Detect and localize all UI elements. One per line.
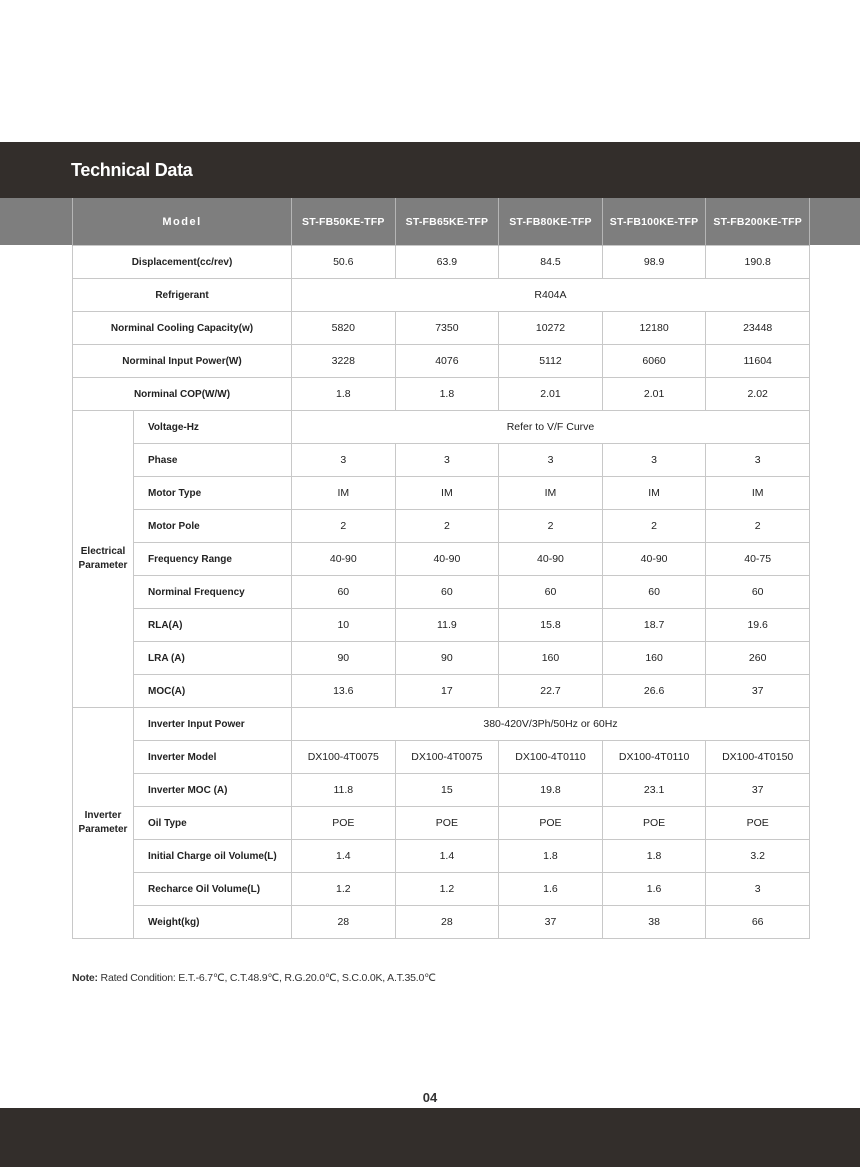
table-row [73,576,810,609]
value-cell: 3 [706,873,810,906]
value-cell: 2.02 [706,378,810,411]
value-cell: 15 [395,774,499,807]
parameter-label: Initial Charge oil Volume(L) [134,840,292,873]
parameter-label: Norminal Frequency [134,576,292,609]
group-label-line: Parameter [78,824,128,835]
value-cell: 3 [706,444,810,477]
table-row [73,873,810,906]
table-row [73,345,810,378]
parameter-label: Inverter Input Power [134,708,292,741]
table-row [73,246,810,279]
value-cell: 1.4 [395,840,499,873]
value-cell: 28 [395,906,499,939]
value-cell: 6060 [602,345,706,378]
parameter-label: RLA(A) [134,609,292,642]
row-label: Norminal Input Power(W) [73,345,292,378]
electrical-group-label [73,411,134,708]
table-row [73,840,810,873]
value-cell: 90 [395,642,499,675]
value-cell: 19.8 [499,774,603,807]
table-row [73,312,810,345]
value-cell: 3 [395,444,499,477]
model-header: Model [73,198,292,246]
value-cell: 28 [292,906,396,939]
value-cell: 13.6 [292,675,396,708]
value-cell: 26.6 [602,675,706,708]
value-cell: IM [706,477,810,510]
value-cell: POE [706,807,810,840]
value-cell: 2 [706,510,810,543]
table-row [73,906,810,939]
parameter-label: Inverter MOC (A) [134,774,292,807]
value-cell: 160 [602,642,706,675]
value-cell: IM [395,477,499,510]
value-cell: 90 [292,642,396,675]
group-label-line: Parameter [78,560,128,571]
value-cell: 84.5 [499,246,603,279]
value-cell: 23448 [706,312,810,345]
value-cell: 190.8 [706,246,810,279]
value-cell: 12180 [602,312,706,345]
value-cell: 1.2 [395,873,499,906]
value-cell: 2.01 [602,378,706,411]
value-cell: DX100-4T0075 [292,741,396,774]
parameter-label: Recharce Oil Volume(L) [134,873,292,906]
value-cell: 50.6 [292,246,396,279]
value-cell: 11604 [706,345,810,378]
table-row [73,642,810,675]
value-cell: 23.1 [602,774,706,807]
value-cell: 60 [499,576,603,609]
footer-bar [0,1108,860,1167]
note-text: Rated Condition: E.T.-6.7℃, C.T.48.9℃, R.G.20.0℃, S.C.0.0K, A.T.35.0℃ [97,972,436,984]
table-row [73,708,810,741]
group-label-line: Inverter [84,810,122,821]
value-cell: 3 [602,444,706,477]
model-name: ST-FB65KE-TFP [395,198,499,246]
table-row [73,378,810,411]
value-cell: 60 [706,576,810,609]
value-cell: 3228 [292,345,396,378]
value-cell: 2 [499,510,603,543]
value-cell: 1.8 [499,840,603,873]
merged-value-cell: Refer to V/F Curve [292,411,810,444]
table-row [73,477,810,510]
value-cell: IM [602,477,706,510]
table-row [73,444,810,477]
row-label: Norminal Cooling Capacity(w) [73,312,292,345]
value-cell: 40-75 [706,543,810,576]
page-title: Technical Data [71,160,193,180]
value-cell: POE [395,807,499,840]
table-row [73,774,810,807]
note [72,972,436,984]
value-cell: 60 [395,576,499,609]
value-cell: 18.7 [602,609,706,642]
value-cell: 2 [292,510,396,543]
group-label-line: Electrical [80,546,126,557]
value-cell: 1.4 [292,840,396,873]
table-row [73,279,810,312]
parameter-label: Weight(kg) [134,906,292,939]
header-row [73,198,810,246]
parameter-label: Oil Type [134,807,292,840]
value-cell: DX100-4T0075 [395,741,499,774]
value-cell: 7350 [395,312,499,345]
value-cell: IM [499,477,603,510]
value-cell: 60 [602,576,706,609]
value-cell: 2 [602,510,706,543]
parameter-label: Motor Pole [134,510,292,543]
value-cell: 22.7 [499,675,603,708]
row-label: Displacement(cc/rev) [73,246,292,279]
value-cell: 37 [706,675,810,708]
model-name: ST-FB200KE-TFP [706,198,810,246]
value-cell: 2.01 [499,378,603,411]
value-cell: POE [292,807,396,840]
value-cell: 1.8 [292,378,396,411]
value-cell: 98.9 [602,246,706,279]
note-label: Note: [72,972,98,984]
value-cell: IM [292,477,396,510]
parameter-label: Inverter Model [134,741,292,774]
value-cell: DX100-4T0110 [499,741,603,774]
parameter-label: Frequency Range [134,543,292,576]
table-row [73,675,810,708]
value-cell: POE [499,807,603,840]
value-cell: 37 [706,774,810,807]
model-name: ST-FB50KE-TFP [292,198,396,246]
parameter-label: LRA (A) [134,642,292,675]
parameter-label: MOC(A) [134,675,292,708]
value-cell: 3 [499,444,603,477]
row-label: Refrigerant [73,279,292,312]
value-cell: 4076 [395,345,499,378]
merged-value-cell: 380-420V/3Ph/50Hz or 60Hz [292,708,810,741]
value-cell: 11.8 [292,774,396,807]
value-cell: 10 [292,609,396,642]
value-cell: 40-90 [602,543,706,576]
table-row [73,411,810,444]
value-cell: 2 [395,510,499,543]
value-cell: 15.8 [499,609,603,642]
value-cell: 1.2 [292,873,396,906]
value-cell: 5820 [292,312,396,345]
value-cell: 11.9 [395,609,499,642]
value-cell: 40-90 [499,543,603,576]
value-cell: DX100-4T0110 [602,741,706,774]
value-cell: 10272 [499,312,603,345]
table-row [73,609,810,642]
value-cell: 1.8 [602,840,706,873]
inverter-group-label [73,708,134,939]
parameter-label: Voltage-Hz [134,411,292,444]
value-cell: 63.9 [395,246,499,279]
merged-value-cell: R404A [292,279,810,312]
value-cell: 66 [706,906,810,939]
technical-data-table [72,198,810,939]
value-cell: 1.6 [602,873,706,906]
table-row [73,543,810,576]
row-label: Norminal COP(W/W) [73,378,292,411]
parameter-label: Motor Type [134,477,292,510]
value-cell: 160 [499,642,603,675]
value-cell: 3 [292,444,396,477]
value-cell: 260 [706,642,810,675]
value-cell: 60 [292,576,396,609]
value-cell: 40-90 [395,543,499,576]
value-cell: 3.2 [706,840,810,873]
value-cell: 37 [499,906,603,939]
value-cell: 38 [602,906,706,939]
page-number: 04 [422,1090,438,1105]
value-cell: 1.8 [395,378,499,411]
parameter-label: Phase [134,444,292,477]
value-cell: 5112 [499,345,603,378]
value-cell: 19.6 [706,609,810,642]
value-cell: DX100-4T0150 [706,741,810,774]
value-cell: 17 [395,675,499,708]
table-row [73,510,810,543]
table-row [73,741,810,774]
model-name: ST-FB80KE-TFP [499,198,603,246]
model-name: ST-FB100KE-TFP [602,198,706,246]
value-cell: 1.6 [499,873,603,906]
value-cell: 40-90 [292,543,396,576]
value-cell: POE [602,807,706,840]
table-row [73,807,810,840]
